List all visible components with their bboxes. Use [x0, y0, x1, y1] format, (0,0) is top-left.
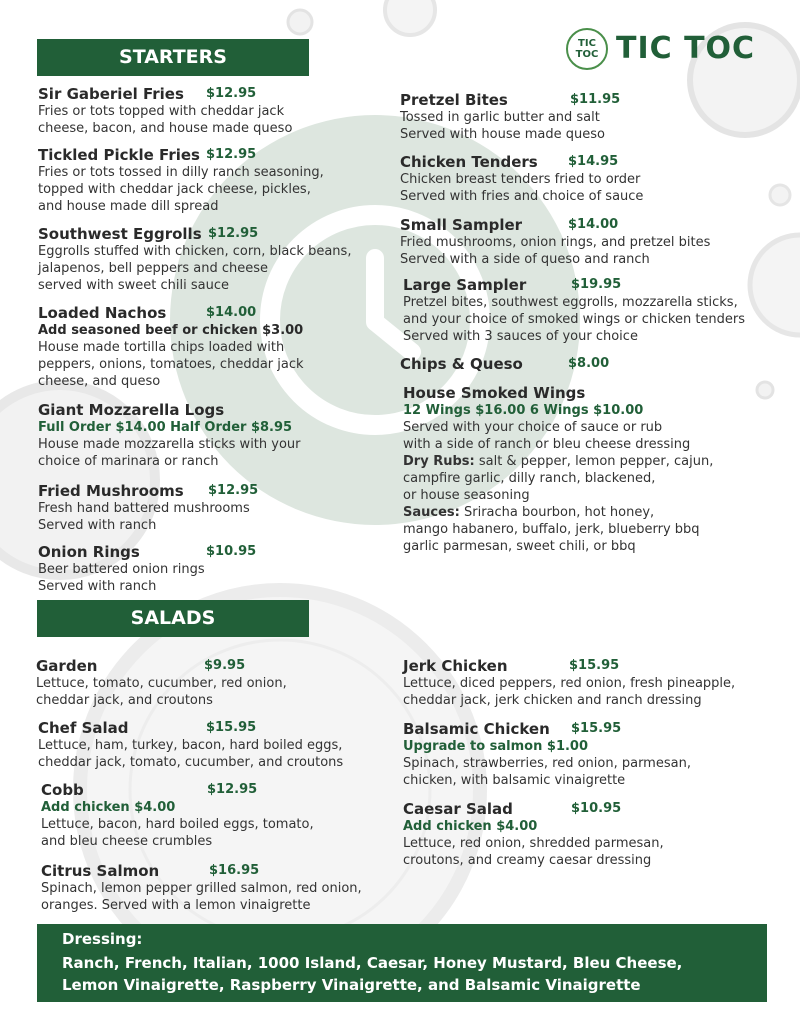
menu-item: [38, 719, 368, 771]
item-name: Onion Rings: [38, 543, 140, 561]
item-name: Chef Salad: [38, 719, 129, 737]
menu-item: [400, 153, 760, 205]
item-description: and bleu cheese crumbles: [41, 834, 213, 849]
item-description: jalapenos, bell peppers and cheese: [38, 261, 268, 276]
item-price: $12.95: [208, 483, 259, 498]
item-addon: Upgrade to salmon $1.00: [403, 739, 589, 754]
item-name: Caesar Salad: [403, 800, 513, 818]
item-description: Lettuce, diced peppers, red onion, fresh pineapple,: [403, 676, 736, 691]
clock-badge-icon: [566, 28, 608, 70]
item-name: Loaded Nachos: [38, 304, 167, 322]
item-description: Lettuce, tomato, cucumber, red onion,: [36, 676, 287, 691]
item-description: Lettuce, bacon, hard boiled eggs, tomato,: [41, 817, 314, 832]
item-description: Fresh hand battered mushrooms: [38, 501, 250, 516]
item-description: cheddar jack, and croutons: [36, 693, 213, 708]
item-name: Tickled Pickle Fries: [38, 146, 200, 164]
menu-item: [38, 304, 338, 390]
menu-item: [38, 401, 338, 470]
item-description: Lettuce, red onion, shredded parmesan,: [403, 836, 664, 851]
sauces-line: [403, 504, 763, 521]
badge-top-text: TIC: [578, 38, 596, 49]
dry-rubs-text: campfire garlic, dilly ranch, blackened,: [403, 471, 656, 486]
item-price: $12.95: [208, 226, 259, 241]
starters-heading: STARTERS: [37, 39, 309, 76]
menu-item: [38, 543, 338, 595]
dry-rubs-label: Dry Rubs:: [403, 454, 475, 469]
item-description: and your choice of smoked wings or chicken tenders: [403, 312, 746, 327]
item-price: $15.95: [571, 721, 622, 736]
item-description: Fries or tots tossed in dilly ranch seasoning,: [38, 165, 324, 180]
item-price: $12.95: [206, 147, 257, 162]
item-description: Chicken breast tenders fried to order: [400, 172, 641, 187]
item-description: House made mozzarella sticks with your: [38, 437, 301, 452]
menu-item: [403, 720, 763, 789]
sauces-label: Sauces:: [403, 505, 460, 520]
dry-rubs-text: salt & pepper, lemon pepper, cajun,: [474, 454, 714, 469]
item-description: cheddar jack, jerk chicken and ranch dressing: [403, 693, 702, 708]
item-price: $8.00: [568, 356, 610, 371]
dry-rubs-text: or house seasoning: [403, 488, 530, 503]
brand-name: TIC TOC: [616, 31, 756, 66]
menu-item: [403, 384, 763, 555]
item-description: oranges. Served with a lemon vinaigrette: [41, 898, 311, 913]
menu-item: [36, 657, 366, 709]
item-name: Chicken Tenders: [400, 153, 538, 171]
item-name: House Smoked Wings: [403, 384, 586, 402]
item-description: Served with a side of queso and ranch: [400, 252, 650, 267]
item-description: cheese, and queso: [38, 374, 161, 389]
item-description: cheese, bacon, and house made queso: [38, 121, 293, 136]
dressing-banner: [37, 924, 767, 1002]
item-price: $10.95: [571, 801, 622, 816]
item-price: $10.95: [206, 544, 257, 559]
item-price: $15.95: [206, 720, 257, 735]
item-description: Spinach, strawberries, red onion, parmesan,: [403, 756, 691, 771]
item-name: Southwest Eggrolls: [38, 225, 202, 243]
item-description: Spinach, lemon pepper grilled salmon, red onion,: [41, 881, 362, 896]
menu-item: [403, 276, 763, 345]
item-description: croutons, and creamy caesar dressing: [403, 853, 652, 868]
item-description: cheddar jack, tomato, cucumber, and croutons: [38, 755, 344, 770]
item-price: $12.95: [207, 782, 258, 797]
item-description: Fries or tots topped with cheddar jack: [38, 104, 285, 119]
menu-item: [41, 781, 371, 850]
item-description: and house made dill spread: [38, 199, 219, 214]
item-price: $11.95: [570, 92, 621, 107]
sauces-text: mango habanero, buffalo, jerk, blueberry bbq: [403, 522, 700, 537]
item-price: $14.00: [206, 305, 257, 320]
menu-item: [38, 225, 352, 294]
item-description: topped with cheddar jack cheese, pickles,: [38, 182, 311, 197]
menu-item: [400, 91, 760, 143]
item-addon: Add chicken $4.00: [41, 800, 176, 815]
sauces-text: Sriracha bourbon, hot honey,: [459, 505, 655, 520]
dressing-list: Ranch, French, Italian, 1000 Island, Caesar, Honey Mustard, Bleu Cheese,: [62, 954, 683, 972]
item-name: Sir Gaberiel Fries: [38, 85, 184, 103]
menu-item: [400, 355, 760, 373]
item-description: Fried mushrooms, onion rings, and pretzel bites: [400, 235, 711, 250]
item-description: Pretzel bites, southwest eggrolls, mozzarella sticks,: [403, 295, 738, 310]
item-description: served with sweet chili sauce: [38, 278, 230, 293]
item-description: Eggrolls stuffed with chicken, corn, black beans,: [38, 244, 352, 259]
item-description: Served with house made queso: [400, 127, 605, 142]
dressing-list: Lemon Vinaigrette, Raspberry Vinaigrette, and Balsamic Vinaigrette: [62, 976, 641, 994]
menu-item: [403, 800, 763, 869]
item-price: $16.95: [209, 863, 260, 878]
menu-item: [403, 657, 763, 709]
item-name: Large Sampler: [403, 276, 527, 294]
sauces-text: garlic parmesan, sweet chili, or bbq: [403, 539, 636, 554]
item-description: choice of marinara or ranch: [38, 454, 219, 469]
item-price: $9.95: [204, 658, 246, 673]
salads-heading: SALADS: [37, 600, 309, 637]
item-name: Small Sampler: [400, 216, 523, 234]
dry-rubs-line: [403, 453, 763, 470]
menu-item: [38, 482, 338, 534]
item-description: Served with your choice of sauce or rub: [403, 420, 663, 435]
item-name: Jerk Chicken: [403, 657, 508, 675]
item-description: Served with ranch: [38, 579, 157, 594]
item-description: peppers, onions, tomatoes, cheddar jack: [38, 357, 304, 372]
item-price: $19.95: [571, 277, 622, 292]
item-name: Chips & Queso: [400, 355, 523, 373]
item-name: Fried Mushrooms: [38, 482, 184, 500]
item-description: House made tortilla chips loaded with: [38, 340, 285, 355]
menu-item: [38, 146, 338, 215]
item-price: $14.00: [568, 217, 619, 232]
item-price: $14.95: [568, 154, 619, 169]
item-description: Tossed in garlic butter and salt: [400, 110, 600, 125]
item-addon: Add seasoned beef or chicken $3.00: [38, 323, 304, 338]
item-price-options: 12 Wings $16.00 6 Wings $10.00: [403, 403, 644, 418]
item-name: Garden: [36, 657, 98, 675]
menu-item: [400, 216, 760, 268]
item-name: Giant Mozzarella Logs: [38, 401, 225, 419]
badge-bottom-text: TOC: [575, 49, 599, 60]
item-description: Served with 3 sauces of your choice: [403, 329, 638, 344]
item-price: $12.95: [206, 86, 257, 101]
item-description: Beer battered onion rings: [38, 562, 205, 577]
item-price-options: Full Order $14.00 Half Order $8.95: [38, 420, 293, 435]
item-description: chicken, with balsamic vinaigrette: [403, 773, 626, 788]
item-description: Served with ranch: [38, 518, 157, 533]
item-description: with a side of ranch or bleu cheese dressing: [403, 437, 691, 452]
item-name: Citrus Salmon: [41, 862, 160, 880]
item-name: Pretzel Bites: [400, 91, 508, 109]
item-name: Balsamic Chicken: [403, 720, 550, 738]
item-price: $15.95: [569, 658, 620, 673]
item-description: Lettuce, ham, turkey, bacon, hard boiled eggs,: [38, 738, 343, 753]
menu-item: [38, 85, 338, 137]
item-description: Served with fries and choice of sauce: [400, 189, 644, 204]
dressing-title: Dressing:: [62, 930, 143, 948]
menu-item: [41, 862, 381, 914]
item-addon: Add chicken $4.00: [403, 819, 538, 834]
item-name: Cobb: [41, 781, 84, 799]
